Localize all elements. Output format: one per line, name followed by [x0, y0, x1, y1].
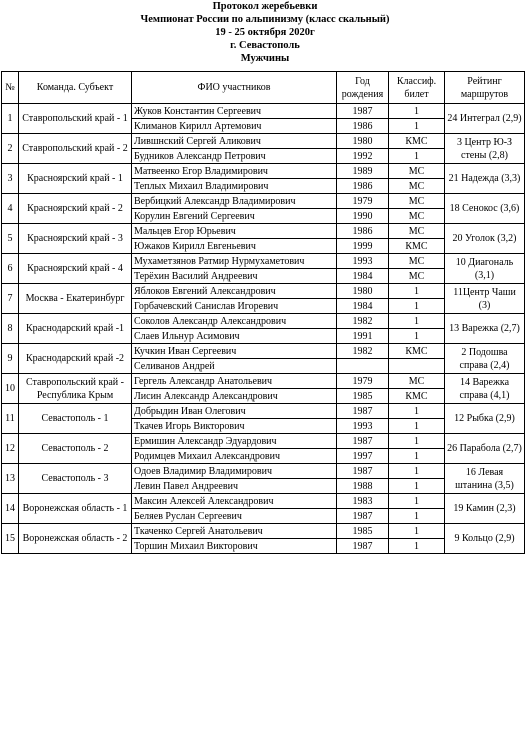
participant-name: Будников Александр Петрович	[132, 149, 337, 164]
team-number: 13	[2, 464, 19, 494]
team-name: Ставропольский край - 2	[19, 134, 132, 164]
birth-year: 1979	[337, 374, 389, 389]
birth-year: 1979	[337, 194, 389, 209]
participant-name: Слаев Ильнур Асимович	[132, 329, 337, 344]
qualification: МС	[389, 164, 445, 179]
doc-city: г. Севастополь	[230, 40, 300, 51]
qualification: 1	[389, 539, 445, 554]
qualification: КМС	[389, 344, 445, 359]
participant-name: Матвеенко Егор Владимирович	[132, 164, 337, 179]
birth-year: 1983	[337, 494, 389, 509]
qualification: 1	[389, 509, 445, 524]
birth-year: 1997	[337, 449, 389, 464]
birth-year: 1982	[337, 344, 389, 359]
participant-name: Климанов Кирилл Артемович	[132, 119, 337, 134]
birth-year: 1987	[337, 539, 389, 554]
team-name: Воронежская область - 2	[19, 524, 132, 554]
participant-name: Горбачевский Санислав Игоревич	[132, 299, 337, 314]
table-row	[2, 254, 525, 269]
qualification: 1	[389, 104, 445, 119]
route-rating: 19 Камин (2,3)	[445, 494, 525, 524]
team-name: Севастополь - 1	[19, 404, 132, 434]
birth-year: 1987	[337, 464, 389, 479]
participant-name: Соколов Александр Александрович	[132, 314, 337, 329]
route-rating: 11Центр Чаши (3)	[445, 284, 525, 314]
birth-year: 1985	[337, 389, 389, 404]
qualification: 1	[389, 494, 445, 509]
table-row	[2, 134, 525, 149]
doc-category: Мужчины	[240, 53, 290, 64]
qualification: 1	[389, 524, 445, 539]
participant-name: Ткаченко Сергей Анатольевич	[132, 524, 337, 539]
team-number: 7	[2, 284, 19, 314]
participant-name: Вербицкий Александр Владимирович	[132, 194, 337, 209]
birth-year: 1987	[337, 509, 389, 524]
qualification: КМС	[389, 239, 445, 254]
protocol-header	[0, 0, 530, 65]
draw-table	[1, 71, 525, 554]
col-num-header: №	[2, 72, 19, 104]
qualification: МС	[389, 179, 445, 194]
doc-dates: 19 - 25 октября 2020г	[215, 27, 315, 38]
birth-year: 1984	[337, 299, 389, 314]
qualification: 1	[389, 434, 445, 449]
birth-year: 1986	[337, 224, 389, 239]
participant-name: Кучкин Иван Сергеевич	[132, 344, 337, 359]
route-rating: 9 Кольцо (2,9)	[445, 524, 525, 554]
participant-name: Торшин Михаил Викторович	[132, 539, 337, 554]
participant-name: Корулин Евгений Сергеевич	[132, 209, 337, 224]
table-row	[2, 374, 525, 389]
birth-year: 1987	[337, 404, 389, 419]
participant-name: Добрыдин Иван Олегович	[132, 404, 337, 419]
participant-name: Одоев Владимир Владимирович	[132, 464, 337, 479]
qualification: 1	[389, 284, 445, 299]
route-rating: 20 Уголок (3,2)	[445, 224, 525, 254]
team-number: 14	[2, 494, 19, 524]
table-body	[2, 104, 525, 554]
doc-event: Чемпионат России по альпинизму (класс скальный)	[140, 14, 390, 25]
route-rating: 21 Надежда (3,3)	[445, 164, 525, 194]
qualification: МС	[389, 269, 445, 284]
qualification	[389, 359, 445, 374]
table-row	[2, 404, 525, 419]
team-name: Красноярский край - 2	[19, 194, 132, 224]
team-number: 2	[2, 134, 19, 164]
participant-name: Лисин Александр Александрович	[132, 389, 337, 404]
col-rank-header: Классиф. билет	[389, 72, 445, 104]
route-rating: 10 Диагональ (3,1)	[445, 254, 525, 284]
birth-year: 1987	[337, 104, 389, 119]
qualification: КМС	[389, 134, 445, 149]
birth-year	[337, 359, 389, 374]
team-name: Севастополь - 3	[19, 464, 132, 494]
qualification: 1	[389, 404, 445, 419]
participant-name: Левин Павел Андреевич	[132, 479, 337, 494]
team-number: 1	[2, 104, 19, 134]
col-route-header: Рейтинг маршрутов	[445, 72, 525, 104]
team-number: 4	[2, 194, 19, 224]
qualification: 1	[389, 464, 445, 479]
qualification: КМС	[389, 389, 445, 404]
team-name: Красноярский край - 3	[19, 224, 132, 254]
doc-title: Протокол жеребьевки	[212, 1, 318, 12]
col-team-header: Команда. Субъект	[19, 72, 132, 104]
team-name: Ставропольский край - Республика Крым	[19, 374, 132, 404]
participant-name: Родимцев Михаил Александрович	[132, 449, 337, 464]
birth-year: 1992	[337, 149, 389, 164]
participant-name: Селиванов Андрей	[132, 359, 337, 374]
birth-year: 1980	[337, 134, 389, 149]
birth-year: 1999	[337, 239, 389, 254]
participant-name: Максин Алексей Александрович	[132, 494, 337, 509]
route-rating: 12 Рыбка (2,9)	[445, 404, 525, 434]
route-rating: 13 Варежка (2,7)	[445, 314, 525, 344]
qualification: 1	[389, 449, 445, 464]
birth-year: 1986	[337, 119, 389, 134]
table-row	[2, 464, 525, 479]
col-year-header: Год рождения	[337, 72, 389, 104]
participant-name: Мухаметзянов Ратмир Нурмухаметович	[132, 254, 337, 269]
team-number: 9	[2, 344, 19, 374]
table-row	[2, 524, 525, 539]
qualification: 1	[389, 479, 445, 494]
qualification: МС	[389, 374, 445, 389]
birth-year: 1987	[337, 434, 389, 449]
participant-name: Ермишин Александр Эдуардович	[132, 434, 337, 449]
participant-name: Жуков Константин Сергеевич	[132, 104, 337, 119]
table-row	[2, 494, 525, 509]
birth-year: 1982	[337, 314, 389, 329]
team-number: 12	[2, 434, 19, 464]
participant-name: Яблоков Евгений Александрович	[132, 284, 337, 299]
route-rating: 26 Парабола (2,7)	[445, 434, 525, 464]
team-number: 3	[2, 164, 19, 194]
qualification: 1	[389, 119, 445, 134]
qualification: МС	[389, 224, 445, 239]
team-number: 6	[2, 254, 19, 284]
route-rating: 14 Варежка справа (4,1)	[445, 374, 525, 404]
qualification: МС	[389, 254, 445, 269]
participant-name: Мальцев Егор Юрьевич	[132, 224, 337, 239]
team-name: Севастополь - 2	[19, 434, 132, 464]
birth-year: 1991	[337, 329, 389, 344]
team-number: 5	[2, 224, 19, 254]
team-name: Москва - Екатеринбург	[19, 284, 132, 314]
participant-name: Лившнский Сергей Аликович	[132, 134, 337, 149]
birth-year: 1985	[337, 524, 389, 539]
col-fio-header: ФИО участников	[132, 72, 337, 104]
route-rating: 18 Сенокос (3,6)	[445, 194, 525, 224]
birth-year: 1990	[337, 209, 389, 224]
table-row	[2, 314, 525, 329]
table-row	[2, 284, 525, 299]
birth-year: 1988	[337, 479, 389, 494]
participant-name: Гергель Александр Анатольевич	[132, 374, 337, 389]
participant-name: Терёхин Василий Андреевич	[132, 269, 337, 284]
participant-name: Теплых Михаил Владимирович	[132, 179, 337, 194]
table-row	[2, 194, 525, 209]
route-rating: 24 Интеграл (2,9)	[445, 104, 525, 134]
qualification: МС	[389, 209, 445, 224]
participant-name: Южаков Кирилл Евгеньевич	[132, 239, 337, 254]
participant-name: Ткачев Игорь Викторович	[132, 419, 337, 434]
birth-year: 1980	[337, 284, 389, 299]
qualification: МС	[389, 194, 445, 209]
route-rating: 2 Подошва справа (2,4)	[445, 344, 525, 374]
table-row	[2, 104, 525, 119]
route-rating: 3 Центр Ю-З стены (2,8)	[445, 134, 525, 164]
qualification: 1	[389, 419, 445, 434]
birth-year: 1993	[337, 254, 389, 269]
birth-year: 1984	[337, 269, 389, 284]
qualification: 1	[389, 329, 445, 344]
team-name: Воронежская область - 1	[19, 494, 132, 524]
team-number: 11	[2, 404, 19, 434]
team-name: Ставропольский край - 1	[19, 104, 132, 134]
table-row	[2, 224, 525, 239]
team-name: Красноярский край - 1	[19, 164, 132, 194]
team-number: 8	[2, 314, 19, 344]
header-row	[2, 72, 525, 104]
team-name: Красноярский край - 4	[19, 254, 132, 284]
qualification: 1	[389, 314, 445, 329]
participant-name: Беляев Руслан Сергеевич	[132, 509, 337, 524]
birth-year: 1993	[337, 419, 389, 434]
table-row	[2, 164, 525, 179]
team-name: Краснодарский край -1	[19, 314, 132, 344]
birth-year: 1989	[337, 164, 389, 179]
qualification: 1	[389, 149, 445, 164]
team-number: 15	[2, 524, 19, 554]
birth-year: 1986	[337, 179, 389, 194]
table-head	[2, 72, 525, 104]
route-rating: 16 Левая штанина (3,5)	[445, 464, 525, 494]
table-row	[2, 344, 525, 359]
qualification: 1	[389, 299, 445, 314]
table-row	[2, 434, 525, 449]
team-number: 10	[2, 374, 19, 404]
team-name: Краснодарский край -2	[19, 344, 132, 374]
